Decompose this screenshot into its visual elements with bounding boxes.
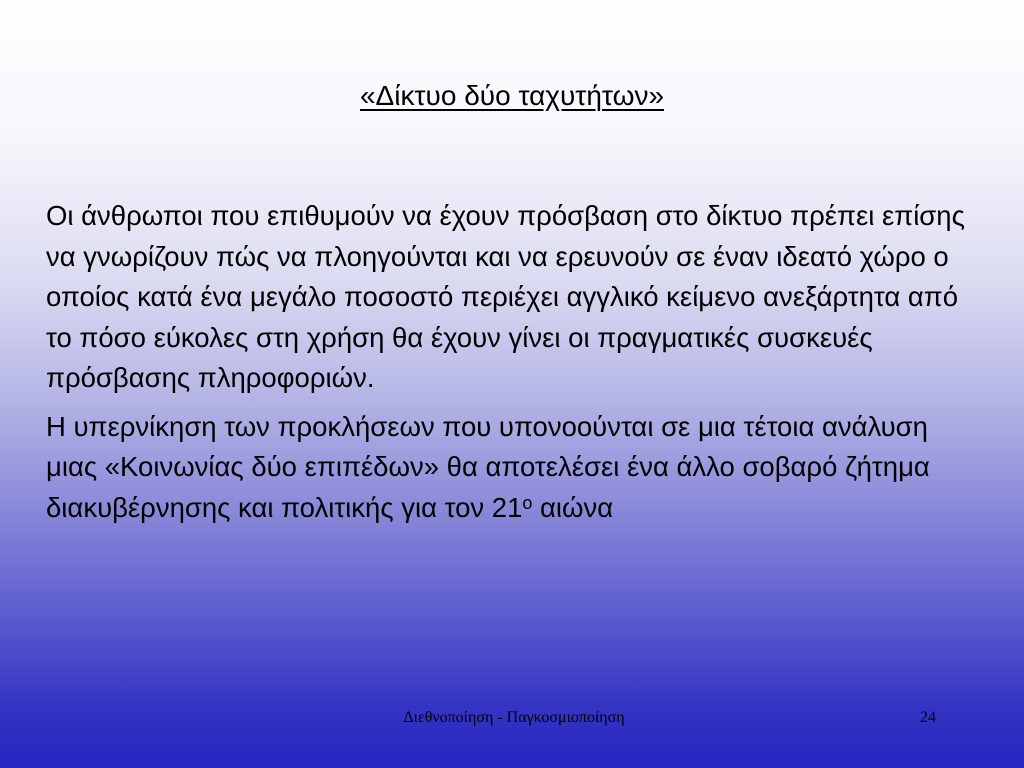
footer-text: Διεθνοποίηση - Παγκοσμιοποίηση <box>403 709 625 726</box>
slide-body <box>46 196 986 536</box>
paragraph-1: Οι άνθρωποι που επιθυμούν να έχουν πρόσβαση στο δίκτυο πρέπει επίσης να γνωρίζουν πώς να πλοηγούνται και να ερευνούν σε έναν ιδεατό χώρο ο οποίος κατά ένα μεγάλο ποσοστό περιέχει αγγλικό κείμενο ανεξάρτητα από το πόσο εύκολες στη χρήση θα έχουν γίνει οι πραγματικές συσκευές πρόσβασης πληροφοριών. <box>46 200 965 393</box>
paragraph-2-text: Η υπερνίκηση των προκλήσεων που υπονοούνται σε μια τέτοια ανάλυση μιας «Κοινωνίας δύο επιπέδων» θα αποτελέσει ένα άλλο σοβαρό ζήτημα διακυβέρνησης και πολιτικής για τον 21 <box>46 410 930 523</box>
page-number: 24 <box>920 709 936 726</box>
slide-title-text: «Δίκτυο δύο ταχυτήτων» <box>359 80 665 111</box>
paragraph-2-end: αιώνα <box>532 491 614 523</box>
paragraph-2 <box>46 407 986 529</box>
slide-title <box>0 78 1024 114</box>
ordinal-superscript: ο <box>522 492 533 513</box>
